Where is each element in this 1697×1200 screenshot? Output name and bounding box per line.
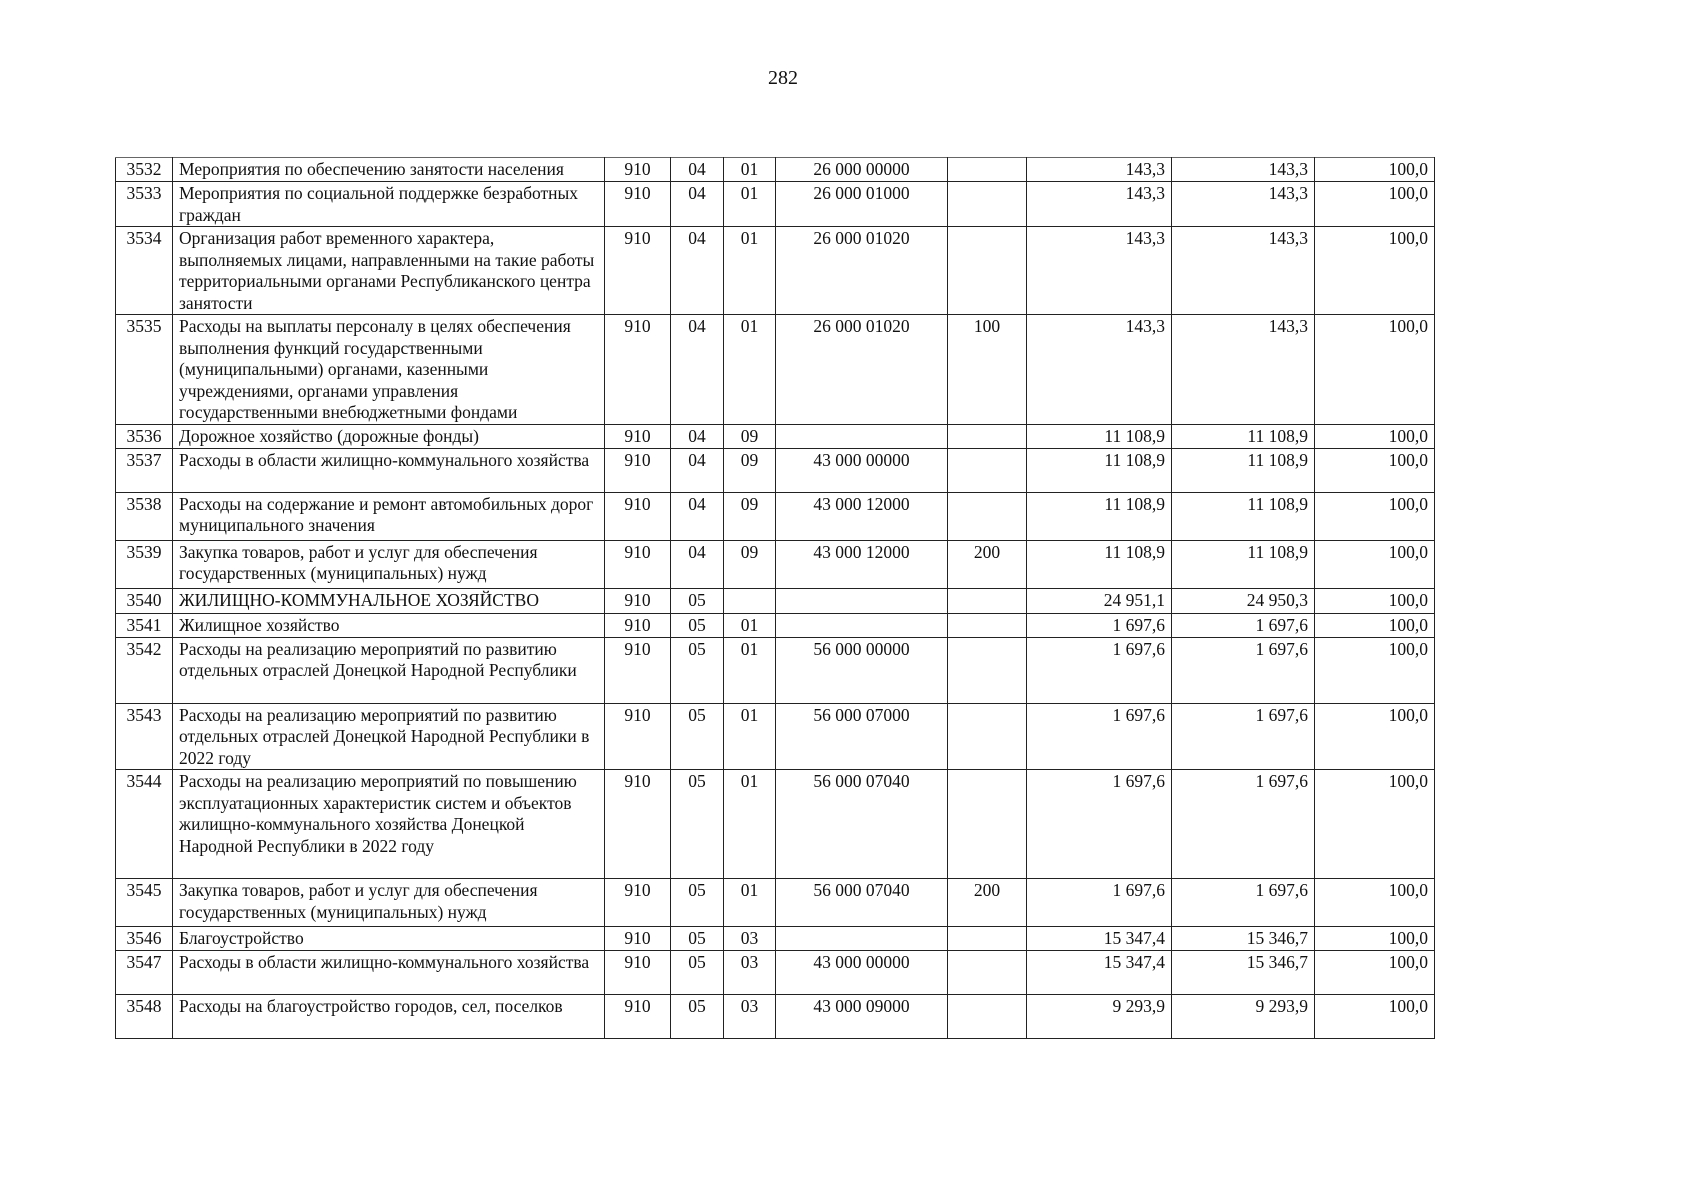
table-row xyxy=(116,227,1435,315)
table-row xyxy=(116,927,1435,951)
subsection-code-cell: 01 xyxy=(724,227,776,315)
execution-percent-cell: 100,0 xyxy=(1315,927,1435,951)
row-number-cell: 3548 xyxy=(116,995,173,1039)
actual-amount-cell: 143,3 xyxy=(1172,227,1315,315)
expense-type-code-cell: 100 xyxy=(948,315,1027,425)
planned-amount-cell: 143,3 xyxy=(1027,158,1172,182)
section-code-cell: 05 xyxy=(671,770,724,879)
target-article-code-cell: 26 000 00000 xyxy=(776,158,948,182)
subsection-code-cell: 03 xyxy=(724,995,776,1039)
target-article-code-cell: 56 000 00000 xyxy=(776,637,948,703)
subsection-code-cell: 01 xyxy=(724,637,776,703)
table-row xyxy=(116,637,1435,703)
table-row xyxy=(116,492,1435,540)
expense-name-cell: Расходы на благоустройство городов, сел, поселков xyxy=(173,995,605,1039)
table-row xyxy=(116,703,1435,770)
target-article-code-cell xyxy=(776,424,948,448)
section-code-cell: 04 xyxy=(671,158,724,182)
target-article-code-cell: 56 000 07000 xyxy=(776,703,948,770)
row-number-cell: 3547 xyxy=(116,951,173,995)
section-code-cell: 05 xyxy=(671,637,724,703)
expense-name-cell: Закупка товаров, работ и услуг для обеспечения государственных (муниципальных) нужд xyxy=(173,879,605,927)
subsection-code-cell: 01 xyxy=(724,613,776,637)
expense-name-cell: Мероприятия по обеспечению занятости населения xyxy=(173,158,605,182)
execution-percent-cell: 100,0 xyxy=(1315,448,1435,492)
actual-amount-cell: 11 108,9 xyxy=(1172,492,1315,540)
grbs-code-cell: 910 xyxy=(605,492,671,540)
grbs-code-cell: 910 xyxy=(605,158,671,182)
expense-name-cell: ЖИЛИЩНО-КОММУНАЛЬНОЕ ХОЗЯЙСТВО xyxy=(173,588,605,613)
section-code-cell: 05 xyxy=(671,703,724,770)
table-row xyxy=(116,879,1435,927)
subsection-code-cell: 09 xyxy=(724,424,776,448)
target-article-code-cell xyxy=(776,613,948,637)
actual-amount-cell: 1 697,6 xyxy=(1172,703,1315,770)
planned-amount-cell: 1 697,6 xyxy=(1027,879,1172,927)
execution-percent-cell: 100,0 xyxy=(1315,879,1435,927)
planned-amount-cell: 1 697,6 xyxy=(1027,770,1172,879)
target-article-code-cell: 43 000 12000 xyxy=(776,540,948,588)
row-number-cell: 3533 xyxy=(116,182,173,227)
table-row xyxy=(116,448,1435,492)
grbs-code-cell: 910 xyxy=(605,879,671,927)
expense-type-code-cell xyxy=(948,182,1027,227)
planned-amount-cell: 11 108,9 xyxy=(1027,540,1172,588)
row-number-cell: 3539 xyxy=(116,540,173,588)
row-number-cell: 3543 xyxy=(116,703,173,770)
section-code-cell: 05 xyxy=(671,995,724,1039)
actual-amount-cell: 1 697,6 xyxy=(1172,770,1315,879)
table-row xyxy=(116,158,1435,182)
subsection-code-cell: 01 xyxy=(724,158,776,182)
planned-amount-cell: 15 347,4 xyxy=(1027,927,1172,951)
grbs-code-cell: 910 xyxy=(605,637,671,703)
budget-table-body xyxy=(116,158,1435,1039)
actual-amount-cell: 143,3 xyxy=(1172,315,1315,425)
planned-amount-cell: 143,3 xyxy=(1027,182,1172,227)
subsection-code-cell: 09 xyxy=(724,540,776,588)
grbs-code-cell: 910 xyxy=(605,424,671,448)
section-code-cell: 04 xyxy=(671,540,724,588)
section-code-cell: 05 xyxy=(671,879,724,927)
execution-percent-cell: 100,0 xyxy=(1315,770,1435,879)
target-article-code-cell xyxy=(776,588,948,613)
grbs-code-cell: 910 xyxy=(605,951,671,995)
expense-type-code-cell: 200 xyxy=(948,879,1027,927)
section-code-cell: 05 xyxy=(671,613,724,637)
expense-type-code-cell xyxy=(948,951,1027,995)
execution-percent-cell: 100,0 xyxy=(1315,613,1435,637)
target-article-code-cell: 26 000 01020 xyxy=(776,315,948,425)
planned-amount-cell: 143,3 xyxy=(1027,227,1172,315)
table-row xyxy=(116,951,1435,995)
execution-percent-cell: 100,0 xyxy=(1315,995,1435,1039)
subsection-code-cell: 09 xyxy=(724,492,776,540)
section-code-cell: 05 xyxy=(671,927,724,951)
expense-type-code-cell xyxy=(948,770,1027,879)
section-code-cell: 04 xyxy=(671,227,724,315)
subsection-code-cell: 01 xyxy=(724,879,776,927)
row-number-cell: 3535 xyxy=(116,315,173,425)
subsection-code-cell: 01 xyxy=(724,315,776,425)
actual-amount-cell: 143,3 xyxy=(1172,182,1315,227)
page-number: 282 xyxy=(768,67,798,89)
execution-percent-cell: 100,0 xyxy=(1315,540,1435,588)
planned-amount-cell: 9 293,9 xyxy=(1027,995,1172,1039)
row-number-cell: 3541 xyxy=(116,613,173,637)
grbs-code-cell: 910 xyxy=(605,703,671,770)
planned-amount-cell: 15 347,4 xyxy=(1027,951,1172,995)
grbs-code-cell: 910 xyxy=(605,227,671,315)
table-row xyxy=(116,588,1435,613)
target-article-code-cell: 43 000 09000 xyxy=(776,995,948,1039)
actual-amount-cell: 143,3 xyxy=(1172,158,1315,182)
grbs-code-cell: 910 xyxy=(605,927,671,951)
row-number-cell: 3536 xyxy=(116,424,173,448)
execution-percent-cell: 100,0 xyxy=(1315,637,1435,703)
actual-amount-cell: 9 293,9 xyxy=(1172,995,1315,1039)
planned-amount-cell: 24 951,1 xyxy=(1027,588,1172,613)
table-row xyxy=(116,770,1435,879)
row-number-cell: 3545 xyxy=(116,879,173,927)
actual-amount-cell: 15 346,7 xyxy=(1172,927,1315,951)
expense-type-code-cell xyxy=(948,588,1027,613)
target-article-code-cell: 56 000 07040 xyxy=(776,770,948,879)
grbs-code-cell: 910 xyxy=(605,448,671,492)
expense-type-code-cell xyxy=(948,448,1027,492)
expense-type-code-cell xyxy=(948,158,1027,182)
row-number-cell: 3534 xyxy=(116,227,173,315)
execution-percent-cell: 100,0 xyxy=(1315,703,1435,770)
subsection-code-cell: 01 xyxy=(724,770,776,879)
expense-name-cell: Организация работ временного характера, выполняемых лицами, направленными на такие работы территориальными органами Республиканского центра занятости xyxy=(173,227,605,315)
subsection-code-cell: 03 xyxy=(724,951,776,995)
execution-percent-cell: 100,0 xyxy=(1315,588,1435,613)
grbs-code-cell: 910 xyxy=(605,613,671,637)
subsection-code-cell: 01 xyxy=(724,182,776,227)
expense-name-cell: Расходы на реализацию мероприятий по развитию отдельных отраслей Донецкой Народной Республики xyxy=(173,637,605,703)
table-row xyxy=(116,182,1435,227)
planned-amount-cell: 143,3 xyxy=(1027,315,1172,425)
actual-amount-cell: 15 346,7 xyxy=(1172,951,1315,995)
actual-amount-cell: 11 108,9 xyxy=(1172,448,1315,492)
row-number-cell: 3540 xyxy=(116,588,173,613)
expense-name-cell: Расходы на содержание и ремонт автомобильных дорог муниципального значения xyxy=(173,492,605,540)
row-number-cell: 3537 xyxy=(116,448,173,492)
expense-name-cell: Расходы на реализацию мероприятий по повышению эксплуатационных характеристик систем и объектов жилищно-коммунального хозяйства Донецкой Народной Республики в 2022 году xyxy=(173,770,605,879)
target-article-code-cell: 26 000 01020 xyxy=(776,227,948,315)
table-row xyxy=(116,424,1435,448)
expense-type-code-cell xyxy=(948,227,1027,315)
target-article-code-cell: 43 000 00000 xyxy=(776,448,948,492)
planned-amount-cell: 1 697,6 xyxy=(1027,703,1172,770)
target-article-code-cell xyxy=(776,927,948,951)
section-code-cell: 04 xyxy=(671,492,724,540)
planned-amount-cell: 1 697,6 xyxy=(1027,637,1172,703)
grbs-code-cell: 910 xyxy=(605,540,671,588)
actual-amount-cell: 24 950,3 xyxy=(1172,588,1315,613)
planned-amount-cell: 11 108,9 xyxy=(1027,424,1172,448)
section-code-cell: 04 xyxy=(671,315,724,425)
execution-percent-cell: 100,0 xyxy=(1315,424,1435,448)
execution-percent-cell: 100,0 xyxy=(1315,951,1435,995)
target-article-code-cell: 43 000 00000 xyxy=(776,951,948,995)
subsection-code-cell: 09 xyxy=(724,448,776,492)
planned-amount-cell: 11 108,9 xyxy=(1027,448,1172,492)
row-number-cell: 3538 xyxy=(116,492,173,540)
row-number-cell: 3542 xyxy=(116,637,173,703)
row-number-cell: 3532 xyxy=(116,158,173,182)
target-article-code-cell: 56 000 07040 xyxy=(776,879,948,927)
section-code-cell: 04 xyxy=(671,448,724,492)
grbs-code-cell: 910 xyxy=(605,182,671,227)
execution-percent-cell: 100,0 xyxy=(1315,182,1435,227)
expense-name-cell: Расходы в области жилищно-коммунального хозяйства xyxy=(173,448,605,492)
expense-type-code-cell xyxy=(948,927,1027,951)
actual-amount-cell: 1 697,6 xyxy=(1172,637,1315,703)
grbs-code-cell: 910 xyxy=(605,995,671,1039)
section-code-cell: 05 xyxy=(671,951,724,995)
expense-type-code-cell xyxy=(948,492,1027,540)
subsection-code-cell: 01 xyxy=(724,703,776,770)
expense-name-cell: Дорожное хозяйство (дорожные фонды) xyxy=(173,424,605,448)
expense-name-cell: Благоустройство xyxy=(173,927,605,951)
execution-percent-cell: 100,0 xyxy=(1315,227,1435,315)
expense-type-code-cell xyxy=(948,637,1027,703)
expense-name-cell: Расходы на выплаты персоналу в целях обеспечения выполнения функций государственными (муниципальными) органами, казенными учреждениями, органами управления государственными внебюджетными фондами xyxy=(173,315,605,425)
expense-name-cell: Жилищное хозяйство xyxy=(173,613,605,637)
actual-amount-cell: 11 108,9 xyxy=(1172,424,1315,448)
table-row xyxy=(116,540,1435,588)
row-number-cell: 3546 xyxy=(116,927,173,951)
execution-percent-cell: 100,0 xyxy=(1315,492,1435,540)
expense-name-cell: Расходы в области жилищно-коммунального хозяйства xyxy=(173,951,605,995)
expense-type-code-cell xyxy=(948,613,1027,637)
actual-amount-cell: 1 697,6 xyxy=(1172,613,1315,637)
expense-name-cell: Закупка товаров, работ и услуг для обеспечения государственных (муниципальных) нужд xyxy=(173,540,605,588)
target-article-code-cell: 43 000 12000 xyxy=(776,492,948,540)
expense-name-cell: Мероприятия по социальной поддержке безработных граждан xyxy=(173,182,605,227)
grbs-code-cell: 910 xyxy=(605,770,671,879)
section-code-cell: 04 xyxy=(671,424,724,448)
target-article-code-cell: 26 000 01000 xyxy=(776,182,948,227)
grbs-code-cell: 910 xyxy=(605,588,671,613)
expense-type-code-cell xyxy=(948,703,1027,770)
actual-amount-cell: 1 697,6 xyxy=(1172,879,1315,927)
expense-type-code-cell: 200 xyxy=(948,540,1027,588)
expense-name-cell: Расходы на реализацию мероприятий по развитию отдельных отраслей Донецкой Народной Республики в 2022 году xyxy=(173,703,605,770)
section-code-cell: 05 xyxy=(671,588,724,613)
expense-type-code-cell xyxy=(948,995,1027,1039)
planned-amount-cell: 11 108,9 xyxy=(1027,492,1172,540)
subsection-code-cell xyxy=(724,588,776,613)
execution-percent-cell: 100,0 xyxy=(1315,315,1435,425)
table-row xyxy=(116,995,1435,1039)
actual-amount-cell: 11 108,9 xyxy=(1172,540,1315,588)
section-code-cell: 04 xyxy=(671,182,724,227)
planned-amount-cell: 1 697,6 xyxy=(1027,613,1172,637)
grbs-code-cell: 910 xyxy=(605,315,671,425)
table-row xyxy=(116,613,1435,637)
table-row xyxy=(116,315,1435,425)
row-number-cell: 3544 xyxy=(116,770,173,879)
execution-percent-cell: 100,0 xyxy=(1315,158,1435,182)
expense-type-code-cell xyxy=(948,424,1027,448)
budget-table xyxy=(115,157,1435,1039)
subsection-code-cell: 03 xyxy=(724,927,776,951)
